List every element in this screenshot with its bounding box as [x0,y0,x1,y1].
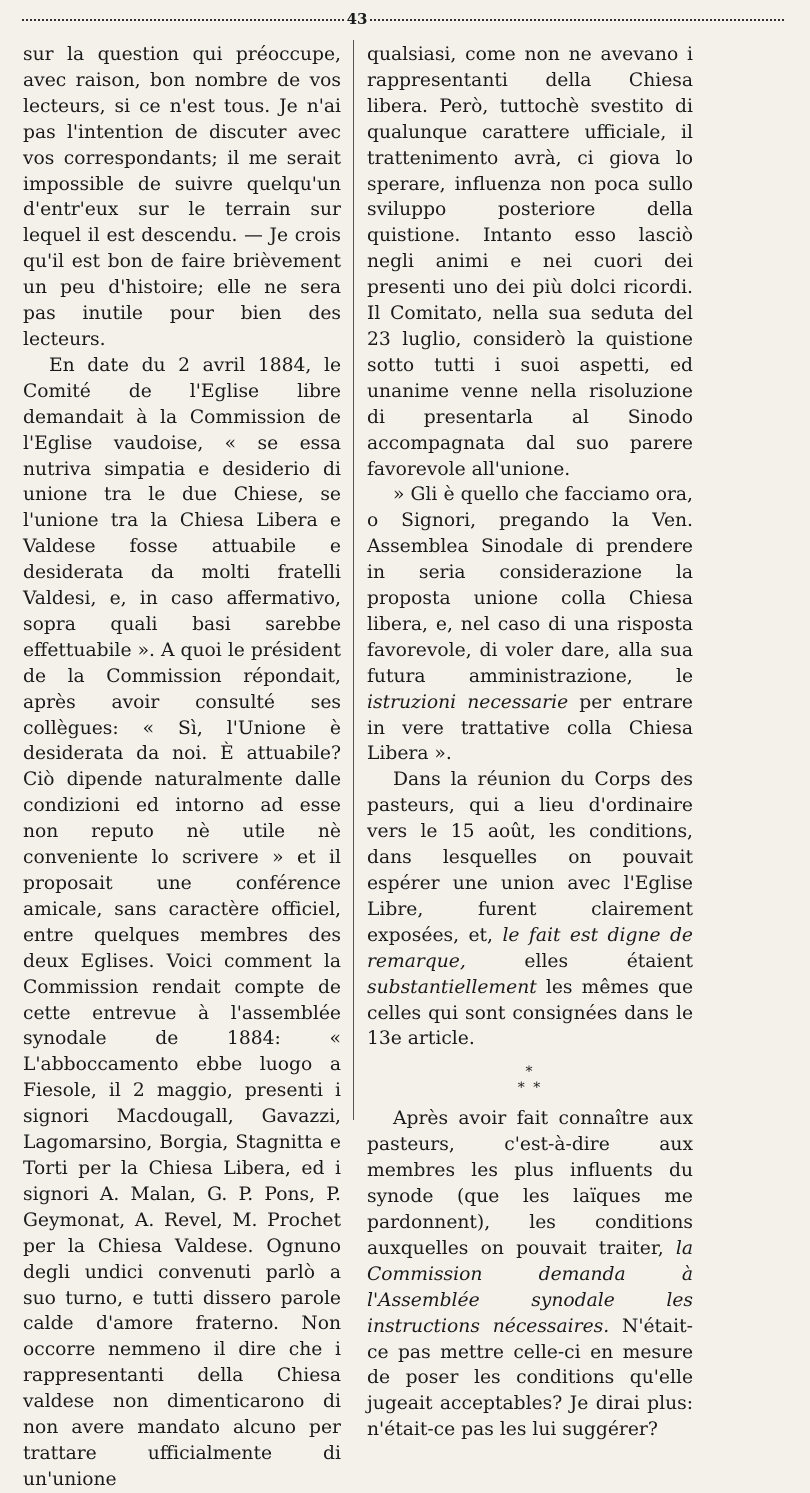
right-column [367,42,693,1443]
left-paragraph-2: En date du 2 avril 1884, le Comité de l'Eglise libre demandait à la Commission de l'Eglise vaudoise, « se essa nutriva simpatia e desiderio di unione tra le due Chiese, se l'unione tra la Chiesa Libera e Valdese fosse attuabile e desiderata da molti fratelli Valdesi, e, in caso affermativo, sopra quali basi sarebbe effettuabile ». A quoi le président de la Commission répondait, après avoir consulté ses collègues: « Sì, l'Unione è desiderata da noi. È attuabile? Ciò dipende naturalmente dalle condizioni ed intorno ad esse non reputo nè utile nè conveniente lo scrivere » et il proposait une conférence amicale, sans caractère officiel, entre quelques membres des deux Eglises. Voici comment la Commission rendait compte de cette entrevue à l'assemblée synodale de 1884: « L'abboccamento ebbe luogo a Fiesole, il 2 maggio, presenti i signori Macdougall, Gavazzi, Lagomarsino, Borgia, Stagnitta e Torti per la Chiesa Libera, ed i signori A. Malan, G. P. Pons, P. Geymonat, A. Revel, M. Prochet per la Chiesa Valdese. Ognuno degli undici convenuti parlò a suo turno, e tutti dissero parole calde d'amore fraterno. Non occorre nemmeno il dire che i rappresentanti della Chiesa valdese non dimenticarono di non avere mandato alcuno per trattare ufficialmente di un'unione [23,354,341,1490]
page-number: 43 [346,10,368,28]
right-paragraph-1: qualsiasi, come non ne avevano i rappresentanti della Chiesa libera. Però, tuttochè svestito di qualunque carattere ufficiale, il trattenimento avrà, ci giova lo sperare, influenza non poca sullo sviluppo posteriore della quistione. Intanto esso lasciò negli animi e nei cuori dei presenti uno dei più dolci ricordi. Il Comitato, nella sua seduta del 23 luglio, considerò la quistione sotto tutti i suoi aspetti, ed unanime venne nella risoluzione di presentarla al Sinodo accompagnata dal suo parere favorevole all'unione. [367,44,693,480]
right-paragraph-3 [367,767,693,1052]
emphasis: istruzioni necessarie [367,691,569,713]
text-run: per entrare in vere trattative colla Chiesa Libera ». [367,691,693,765]
left-paragraph-1: sur la question qui préoccupe, avec raison, bon nombre de vos lecteurs, si ce n'est tous. Je n'ai pas l'intention de discuter avec vos correspondants; il me serait impossible de suivre quelqu'un d'entr'eux sur le terrain sur lequel il est descendu. — Je crois qu'il est bon de faire brièvement un peu d'histoire; elle ne sera pas inutile pour bien des lecteurs. [23,44,341,350]
header-rule-left [22,19,344,21]
emphasis: le fait est digne de remarque, [367,924,693,972]
right-paragraph-4 [367,1106,693,1443]
left-column [23,42,341,1493]
emphasis: la Commission demanda à l'Assemblée synodale les instructions nécessaires. [367,1237,693,1337]
text-run: Après avoir fait connaître aux pasteurs, c'est-à-dire aux membres les plus influents du synode (que les laïques me pardonnent), les conditions auxquelles on pouvait traiter, [367,1108,693,1259]
text-run: » Gli è quello che facciamo ora, o Signori, pregando la Ven. Assemblea Sinodale di prendere in seria considerazione la proposta unione colla Chiesa libera, e, nel caso di una risposta favorevole, di voler dare, alla sua futura amministrazione, le [367,484,693,687]
text-run: elles étaient [465,950,693,972]
section-separator-asterisks: * * * [517,1064,543,1097]
page-header [22,10,784,32]
text-run: Dans la réunion du Corps des pasteurs, qui a lieu d'ordinaire vers le 15 août, les conditions, dans lesquelles on pouvait espérer une union avec l'Eglise Libre, furent clairement exposées, et, [367,769,693,946]
header-rule-right [370,19,784,21]
text-run: N'était-ce pas mettre celle-ci en mesure de poser les conditions qu'elle jugeait acceptables? Je dirai plus: n'était-ce pas les lui suggérer? [367,1315,693,1441]
column-divider [353,40,354,1120]
emphasis: substantiellement [367,976,537,998]
right-paragraph-2 [367,482,693,767]
text-run: les mêmes que celles qui sont consignées dans le 13e article. [367,976,693,1050]
